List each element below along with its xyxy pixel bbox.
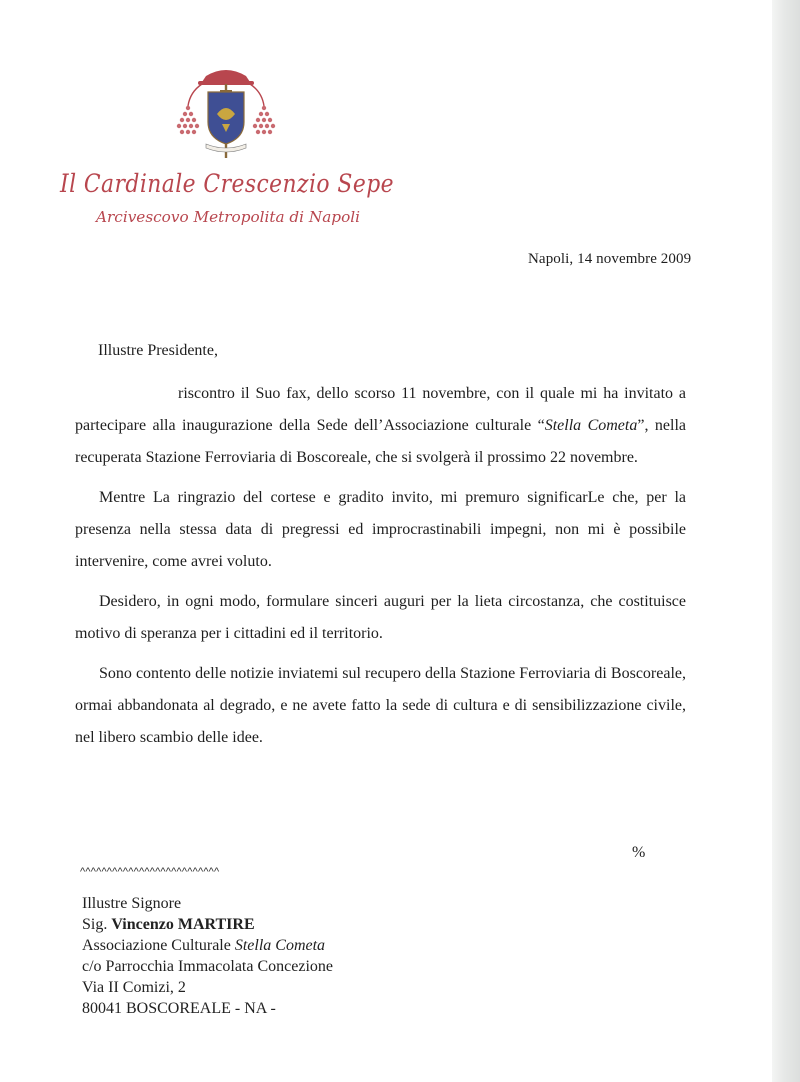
salutation: Illustre Presidente,	[98, 342, 218, 359]
address-line-5: Via II Comizi, 2	[82, 979, 186, 996]
coat-of-arms-emblem	[176, 62, 276, 160]
paragraph-4: Sono contento delle notizie inviatemi sul recupero della Stazione Ferroviaria di Boscoreale, ormai abbandonata al degrado, e ne avete fatto la sede di cultura e di sensibilizzazione civile, nel libero scambio delle idee.	[75, 665, 686, 746]
address-prefix: Sig.	[82, 916, 112, 933]
letterhead-line2-text: Arcivescovo Metropolita di Napoli	[93, 208, 361, 226]
recipient-name: Vincenzo MARTIRE	[111, 916, 255, 933]
paragraph-3: Desidero, in ogni modo, formulare sinceri auguri per la lieta circostanza, che costituisce motivo di speranza per i cittadini ed il territorio.	[75, 593, 686, 642]
address-line-2	[82, 914, 333, 935]
address-line-3	[82, 935, 333, 956]
letterhead-title	[94, 198, 364, 230]
letter-date: Napoli, 14 novembre 2009	[528, 251, 692, 267]
address-line-4: c/o Parrocchia Immacolata Concezione	[82, 958, 333, 975]
continuation-mark: %	[632, 844, 646, 861]
paragraph-1-text-b: ”, nella recuperata Stazione Ferroviaria di Boscoreale, che si svolgerà il prossimo 22 novembre.	[75, 417, 686, 466]
scan-edge	[772, 0, 800, 1082]
letter-body	[75, 378, 686, 762]
separator-line: ^^^^^^^^^^^^^^^^^^^^^^^^^^	[80, 866, 220, 878]
recipient-address	[82, 893, 333, 1019]
letterhead-line1-text: Il Cardinale Crescenzio Sepe	[59, 169, 394, 198]
paragraph-2: Mentre La ringrazio del cortese e gradito invito, mi premuro significarLe che, per la presenza nella stessa data di pregressi ed improcrastinabili impegni, non mi è possibile intervenire, come avrei voluto.	[75, 489, 686, 570]
association-name: Stella Cometa	[544, 417, 638, 434]
paragraph-1-text-a: riscontro il Suo fax, dello scorso 11 novembre, con il quale mi ha invitato a partecipare alla inaugurazione della Sede dell’Associazione culturale “	[75, 385, 686, 434]
address-line-1: Illustre Signore	[82, 895, 182, 912]
address-line-6: 80041 BOSCOREALE - NA -	[82, 1000, 276, 1017]
association-italic-name: Stella Cometa	[234, 937, 326, 954]
association-prefix: Associazione Culturale	[82, 937, 235, 954]
paragraph-1	[75, 378, 686, 474]
